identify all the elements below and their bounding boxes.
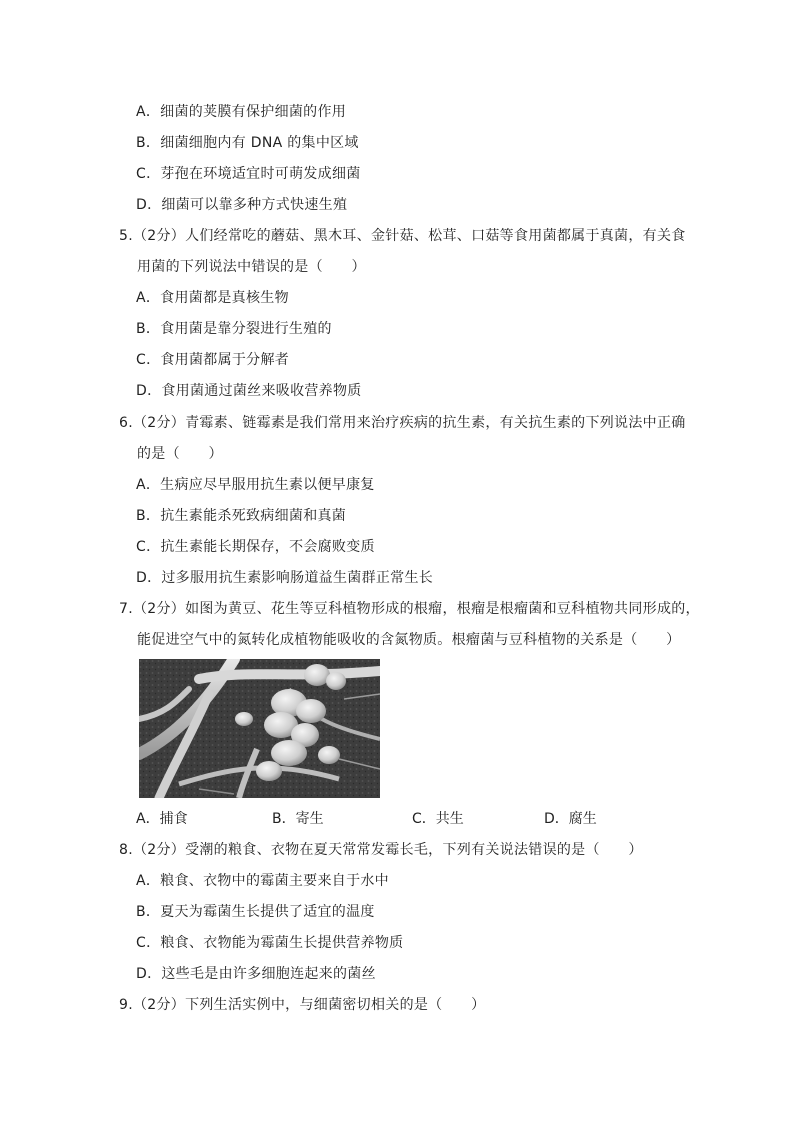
q7-stem-line1: 7.（2分）如图为黄豆、花生等豆科植物形成的根瘤，根瘤是根瘤菌和豆科植物共同形成的，	[119, 601, 700, 617]
q7-option-b: B．寄生	[272, 811, 324, 827]
q8-option-c: C．粮食、衣物能为霉菌生长提供营养物质	[136, 935, 404, 951]
q6-option-b: B．抗生素能杀死致病细菌和真菌	[136, 508, 347, 524]
q8-option-a: A．粮食、衣物中的霉菌主要来自于水中	[136, 873, 389, 889]
q9-stem-line1: 9.（2分）下列生活实例中，与细菌密切相关的是（ ）	[119, 997, 486, 1013]
q4-option-c: C．芽孢在环境适宜时可萌发成细菌	[136, 166, 361, 182]
q6-option-c: C．抗生素能长期保存，不会腐败变质	[136, 539, 375, 555]
q4-option-b: B．细菌细胞内有 DNA 的集中区域	[136, 135, 359, 151]
q6-option-d: D．过多服用抗生素影响肠道益生菌群正常生长	[136, 570, 434, 586]
q7-options-row	[136, 808, 616, 830]
q5-stem-line2: 用菌的下列说法中错误的是（ ）	[137, 259, 366, 275]
q6-stem-line2: 的是（ ）	[137, 446, 223, 462]
q8-stem-line1: 8.（2分）受潮的粮食、衣物在夏天常常发霉长毛，下列有关说法错误的是（ ）	[119, 842, 643, 858]
root-nodule-illustration	[139, 659, 380, 798]
q5-option-c: C．食用菌都属于分解者	[136, 352, 290, 368]
q4-option-d: D．细菌可以靠多种方式快速生殖	[136, 197, 348, 213]
q5-option-b: B．食用菌是靠分裂进行生殖的	[136, 321, 332, 337]
root-nodule-photo	[139, 659, 380, 798]
q5-option-d: D．食用菌通过菌丝来吸收营养物质	[136, 383, 362, 399]
q7-option-c: C．共生	[412, 811, 464, 827]
q6-stem-line1: 6.（2分）青霉素、链霉素是我们常用来治疗疾病的抗生素，有关抗生素的下列说法中正确	[119, 415, 686, 431]
q5-option-a: A．食用菌都是真核生物	[136, 290, 289, 306]
q8-option-d: D．这些毛是由许多细胞连起来的菌丝	[136, 966, 376, 982]
q8-option-b: B．夏天为霉菌生长提供了适宜的温度	[136, 904, 375, 920]
q5-stem-line1: 5.（2分）人们经常吃的蘑菇、黑木耳、金针菇、松茸、口菇等食用菌都属于真菌，有关食	[119, 228, 686, 244]
q7-option-d: D．腐生	[544, 811, 597, 827]
q7-stem-line2: 能促进空气中的氮转化成植物能吸收的含氮物质。根瘤菌与豆科植物的关系是（ ）	[137, 632, 681, 648]
q4-option-a: A．细菌的荚膜有保护细菌的作用	[136, 104, 347, 120]
q7-option-a: A．捕食	[136, 811, 188, 827]
q6-option-a: A．生病应尽早服用抗生素以便早康复	[136, 477, 375, 493]
